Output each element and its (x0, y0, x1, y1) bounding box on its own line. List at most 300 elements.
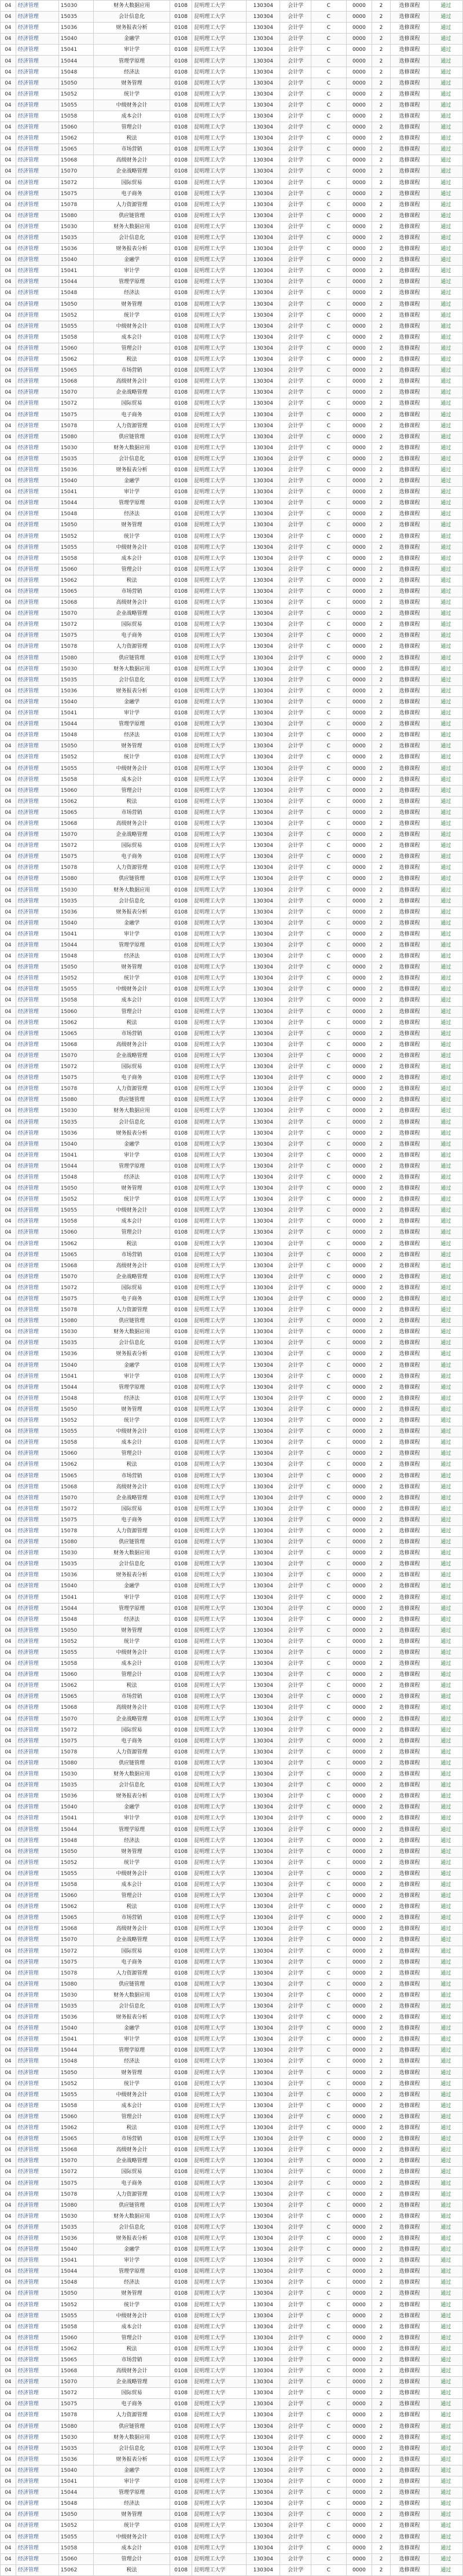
course-name-cell: 税法 (94, 1902, 170, 1913)
region-cell: 04 (1, 2266, 16, 2277)
plan-code-cell: 130304 (247, 1559, 280, 1570)
plan-cell: 经济管理 (16, 1139, 58, 1150)
course-name-cell: 审计学 (94, 1150, 170, 1161)
course-code-cell: 15030 (58, 221, 93, 232)
institution-cell: 昆明理工大学 (192, 487, 247, 498)
credit-cell: 2 (372, 155, 390, 166)
semester-cell: 0000 (346, 2443, 372, 2454)
org-code-cell: 0108 (170, 210, 192, 221)
plan-cell: 经济管理 (16, 641, 58, 652)
major-cell: C (311, 1514, 346, 1525)
plan-code-cell: 130304 (247, 763, 280, 774)
credit-cell: 2 (372, 542, 390, 553)
institution-cell: 昆明理工大学 (192, 1039, 247, 1050)
table-row (1, 1470, 463, 1481)
credit-cell: 2 (372, 2332, 390, 2343)
course-code-cell: 15080 (58, 210, 93, 221)
major-cell: C (311, 763, 346, 774)
institution-cell: 昆明理工大学 (192, 1891, 247, 1902)
course-code-cell: 15052 (58, 89, 93, 100)
org-code-cell: 0108 (170, 774, 192, 785)
course-name-cell: 金融学 (94, 1581, 170, 1592)
category-cell: 选修课程 (390, 1735, 429, 1746)
plan-cell: 经济管理 (16, 663, 58, 674)
institution-cell: 昆明理工大学 (192, 951, 247, 962)
course-code-cell: 15078 (58, 641, 93, 652)
plan-cell: 经济管理 (16, 464, 58, 475)
table-row (1, 1835, 463, 1846)
semester-cell: 0000 (346, 863, 372, 874)
plan-cell: 经济管理 (16, 597, 58, 608)
org-code-cell: 0108 (170, 67, 192, 78)
table-row (1, 2498, 463, 2509)
institution-cell: 昆明理工大学 (192, 299, 247, 310)
type-cell: 会计学 (280, 841, 311, 852)
table-row (1, 1724, 463, 1735)
region-cell: 04 (1, 1559, 16, 1570)
type-cell: 会计学 (280, 696, 311, 707)
type-cell: 会计学 (280, 1470, 311, 1481)
table-row (1, 885, 463, 896)
credit-cell: 2 (372, 1537, 390, 1548)
plan-code-cell: 130304 (247, 1095, 280, 1106)
course-code-cell: 15068 (58, 818, 93, 829)
course-name-cell: 经济法 (94, 509, 170, 520)
plan-code-cell: 130304 (247, 122, 280, 133)
category-cell: 选修课程 (390, 1979, 429, 1990)
org-code-cell: 0108 (170, 741, 192, 752)
region-cell: 04 (1, 210, 16, 221)
major-cell: C (311, 1084, 346, 1095)
category-cell: 选修课程 (390, 796, 429, 807)
table-row (1, 1924, 463, 1935)
result-cell: 通过 (429, 2089, 462, 2100)
plan-cell: 经济管理 (16, 177, 58, 188)
table-row (1, 2156, 463, 2167)
type-cell: 会计学 (280, 719, 311, 730)
result-cell: 通过 (429, 2553, 462, 2564)
course-code-cell: 15035 (58, 1338, 93, 1349)
category-cell: 选修课程 (390, 1017, 429, 1028)
semester-cell: 0000 (346, 2178, 372, 2189)
course-code-cell: 15036 (58, 907, 93, 918)
institution-cell: 昆明理工大学 (192, 2421, 247, 2432)
category-cell: 选修课程 (390, 885, 429, 896)
result-cell: 通过 (429, 1271, 462, 1282)
institution-cell: 昆明理工大学 (192, 564, 247, 575)
plan-code-cell: 130304 (247, 1791, 280, 1802)
institution-cell: 昆明理工大学 (192, 1459, 247, 1470)
major-cell: C (311, 1282, 346, 1293)
plan-cell: 经济管理 (16, 67, 58, 78)
table-row (1, 122, 463, 133)
major-cell: C (311, 1559, 346, 1570)
plan-cell: 经济管理 (16, 266, 58, 277)
course-code-cell: 15072 (58, 2167, 93, 2178)
credit-cell: 2 (372, 2255, 390, 2266)
plan-cell: 经济管理 (16, 2498, 58, 2509)
plan-code-cell: 130304 (247, 1227, 280, 1238)
course-name-cell: 人力资源管理 (94, 1525, 170, 1536)
plan-code-cell: 130304 (247, 177, 280, 188)
type-cell: 会计学 (280, 2012, 311, 2023)
org-code-cell: 0108 (170, 1117, 192, 1128)
plan-cell: 经济管理 (16, 763, 58, 774)
result-cell: 通过 (429, 1559, 462, 1570)
course-code-cell: 15036 (58, 2233, 93, 2244)
major-cell: C (311, 1128, 346, 1139)
org-code-cell: 0108 (170, 520, 192, 531)
plan-cell: 经济管理 (16, 896, 58, 907)
category-cell: 选修课程 (390, 2244, 429, 2255)
plan-cell: 经济管理 (16, 155, 58, 166)
region-cell: 04 (1, 166, 16, 177)
type-cell: 会计学 (280, 1669, 311, 1680)
plan-code-cell: 130304 (247, 376, 280, 387)
result-cell: 通过 (429, 2520, 462, 2531)
table-row (1, 2023, 463, 2034)
course-name-cell: 人力资源管理 (94, 2189, 170, 2200)
category-cell: 选修课程 (390, 2531, 429, 2542)
org-code-cell: 0108 (170, 498, 192, 509)
course-code-cell: 15044 (58, 2266, 93, 2277)
semester-cell: 0000 (346, 1382, 372, 1393)
major-cell: C (311, 2432, 346, 2443)
region-cell: 04 (1, 476, 16, 487)
course-code-cell: 15075 (58, 1293, 93, 1304)
major-cell: C (311, 973, 346, 984)
plan-code-cell: 130304 (247, 1702, 280, 1713)
course-name-cell: 财务报表分析 (94, 1791, 170, 1802)
plan-cell: 经济管理 (16, 2023, 58, 2034)
course-name-cell: 经济法 (94, 1172, 170, 1183)
plan-cell: 经济管理 (16, 487, 58, 498)
category-cell: 选修课程 (390, 23, 429, 34)
type-cell: 会计学 (280, 1846, 311, 1857)
institution-cell: 昆明理工大学 (192, 144, 247, 155)
org-code-cell: 0108 (170, 1327, 192, 1338)
plan-code-cell: 130304 (247, 1891, 280, 1902)
result-cell: 通过 (429, 1382, 462, 1393)
type-cell: 会计学 (280, 1813, 311, 1824)
course-name-cell: 市场营销 (94, 365, 170, 376)
institution-cell: 昆明理工大学 (192, 929, 247, 940)
result-cell: 通过 (429, 431, 462, 442)
result-cell: 通过 (429, 1371, 462, 1382)
major-cell: C (311, 1846, 346, 1857)
table-row (1, 177, 463, 188)
major-cell: C (311, 155, 346, 166)
course-code-cell: 15070 (58, 1713, 93, 1724)
result-cell: 通过 (429, 807, 462, 818)
major-cell: C (311, 2156, 346, 2167)
credit-cell: 2 (372, 1382, 390, 1393)
result-cell: 通过 (429, 2145, 462, 2156)
plan-cell: 经济管理 (16, 730, 58, 741)
institution-cell: 昆明理工大学 (192, 1548, 247, 1559)
plan-cell: 经济管理 (16, 1338, 58, 1349)
plan-code-cell: 130304 (247, 863, 280, 874)
region-cell: 04 (1, 984, 16, 995)
category-cell: 选修课程 (390, 940, 429, 951)
table-row (1, 1437, 463, 1448)
type-cell: 会计学 (280, 630, 311, 641)
category-cell: 选修课程 (390, 730, 429, 741)
credit-cell: 2 (372, 1879, 390, 1890)
major-cell: C (311, 2123, 346, 2134)
table-row (1, 1857, 463, 1868)
plan-cell: 经济管理 (16, 1062, 58, 1073)
course-name-cell: 高级财务会计 (94, 2366, 170, 2377)
plan-cell: 经济管理 (16, 1183, 58, 1194)
plan-cell: 经济管理 (16, 774, 58, 785)
course-name-cell: 企业战略管理 (94, 1050, 170, 1061)
credit-cell: 2 (372, 78, 390, 89)
result-cell: 通过 (429, 155, 462, 166)
category-cell: 选修课程 (390, 1249, 429, 1260)
category-cell: 选修课程 (390, 685, 429, 696)
plan-cell: 经济管理 (16, 1404, 58, 1415)
credit-cell: 2 (372, 1902, 390, 1913)
course-code-cell: 15044 (58, 498, 93, 509)
category-cell: 选修课程 (390, 619, 429, 630)
org-code-cell: 0108 (170, 1371, 192, 1382)
region-cell: 04 (1, 1746, 16, 1757)
plan-cell: 经济管理 (16, 144, 58, 155)
plan-cell: 经济管理 (16, 2200, 58, 2211)
table-row (1, 1713, 463, 1724)
table-row (1, 2222, 463, 2233)
plan-cell: 经济管理 (16, 1017, 58, 1028)
region-cell: 04 (1, 2089, 16, 2100)
result-cell: 通过 (429, 133, 462, 144)
institution-cell: 昆明理工大学 (192, 1902, 247, 1913)
course-name-cell: 财务管理 (94, 1846, 170, 1857)
result-cell: 通过 (429, 2321, 462, 2332)
category-cell: 选修课程 (390, 1935, 429, 1946)
category-cell: 选修课程 (390, 741, 429, 752)
major-cell: C (311, 299, 346, 310)
plan-cell: 经济管理 (16, 1514, 58, 1525)
region-cell: 04 (1, 2012, 16, 2023)
type-cell: 会计学 (280, 2498, 311, 2509)
org-code-cell: 0108 (170, 1802, 192, 1813)
category-cell: 选修课程 (390, 343, 429, 354)
plan-cell: 经济管理 (16, 1813, 58, 1824)
semester-cell: 0000 (346, 1095, 372, 1106)
credit-cell: 2 (372, 2310, 390, 2321)
course-name-cell: 管理学原理 (94, 1382, 170, 1393)
institution-cell: 昆明理工大学 (192, 741, 247, 752)
plan-cell: 经济管理 (16, 2410, 58, 2421)
course-code-cell: 15030 (58, 1, 93, 12)
semester-cell: 0000 (346, 1084, 372, 1095)
category-cell: 选修课程 (390, 852, 429, 863)
semester-cell: 0000 (346, 1702, 372, 1713)
category-cell: 选修课程 (390, 652, 429, 663)
category-cell: 选修课程 (390, 2465, 429, 2476)
table-row (1, 608, 463, 619)
region-cell: 04 (1, 719, 16, 730)
result-cell: 通过 (429, 2233, 462, 2244)
result-cell: 通过 (429, 1338, 462, 1349)
result-cell: 通过 (429, 520, 462, 531)
region-cell: 04 (1, 354, 16, 365)
plan-code-cell: 130304 (247, 464, 280, 475)
plan-cell: 经济管理 (16, 2520, 58, 2531)
result-cell: 通过 (429, 1735, 462, 1746)
type-cell: 会计学 (280, 376, 311, 387)
semester-cell: 0000 (346, 1459, 372, 1470)
semester-cell: 0000 (346, 940, 372, 951)
result-cell: 通过 (429, 299, 462, 310)
plan-code-cell: 130304 (247, 1194, 280, 1205)
category-cell: 选修课程 (390, 1227, 429, 1238)
credit-cell: 2 (372, 630, 390, 641)
semester-cell: 0000 (346, 2454, 372, 2465)
course-name-cell: 中级财务会计 (94, 1205, 170, 1216)
region-cell: 04 (1, 1039, 16, 1050)
type-cell: 会计学 (280, 785, 311, 796)
result-cell: 通过 (429, 1106, 462, 1117)
region-cell: 04 (1, 2034, 16, 2045)
type-cell: 会计学 (280, 122, 311, 133)
major-cell: C (311, 354, 346, 365)
course-name-cell: 国际贸易 (94, 619, 170, 630)
course-name-cell: 管理会计 (94, 564, 170, 575)
category-cell: 选修课程 (390, 56, 429, 67)
major-cell: C (311, 12, 346, 23)
region-cell: 04 (1, 2377, 16, 2388)
category-cell: 选修课程 (390, 2001, 429, 2012)
plan-code-cell: 130304 (247, 1117, 280, 1128)
plan-cell: 经济管理 (16, 1382, 58, 1393)
major-cell: C (311, 542, 346, 553)
category-cell: 选修课程 (390, 630, 429, 641)
plan-cell: 经济管理 (16, 122, 58, 133)
table-row (1, 1636, 463, 1647)
result-cell: 通过 (429, 1791, 462, 1802)
major-cell: C (311, 951, 346, 962)
credit-cell: 2 (372, 2476, 390, 2487)
type-cell: 会计学 (280, 244, 311, 255)
region-cell: 04 (1, 929, 16, 940)
result-cell: 通过 (429, 2222, 462, 2233)
plan-code-cell: 130304 (247, 2056, 280, 2067)
plan-cell: 经济管理 (16, 1746, 58, 1757)
region-cell: 04 (1, 1846, 16, 1857)
table-row (1, 453, 463, 464)
plan-cell: 经济管理 (16, 409, 58, 420)
credit-cell: 2 (372, 1404, 390, 1415)
region-cell: 04 (1, 962, 16, 973)
semester-cell: 0000 (346, 553, 372, 564)
result-cell: 通过 (429, 221, 462, 232)
category-cell: 选修课程 (390, 2200, 429, 2211)
semester-cell: 0000 (346, 564, 372, 575)
table-row (1, 929, 463, 940)
institution-cell: 昆明理工大学 (192, 1172, 247, 1183)
org-code-cell: 0108 (170, 1316, 192, 1327)
course-name-cell: 电子商务 (94, 1073, 170, 1084)
plan-cell: 经济管理 (16, 918, 58, 929)
major-cell: C (311, 940, 346, 951)
credit-cell: 2 (372, 2167, 390, 2178)
result-cell: 通过 (429, 244, 462, 255)
course-code-cell: 15072 (58, 177, 93, 188)
type-cell: 会计学 (280, 199, 311, 210)
type-cell: 会计学 (280, 2222, 311, 2233)
institution-cell: 昆明理工大学 (192, 1404, 247, 1415)
credit-cell: 2 (372, 2354, 390, 2365)
plan-code-cell: 130304 (247, 232, 280, 243)
course-code-cell: 15065 (58, 1691, 93, 1702)
type-cell: 会计学 (280, 1946, 311, 1957)
major-cell: C (311, 177, 346, 188)
table-row (1, 2288, 463, 2299)
institution-cell: 昆明理工大学 (192, 2145, 247, 2156)
plan-code-cell: 130304 (247, 1514, 280, 1525)
credit-cell: 2 (372, 2045, 390, 2056)
major-cell: C (311, 852, 346, 863)
plan-cell: 经济管理 (16, 1227, 58, 1238)
plan-cell: 经济管理 (16, 807, 58, 818)
course-code-cell: 15041 (58, 266, 93, 277)
institution-cell: 昆明理工大学 (192, 852, 247, 863)
region-cell: 04 (1, 818, 16, 829)
plan-cell: 经济管理 (16, 1205, 58, 1216)
course-name-cell: 管理会计 (94, 1006, 170, 1017)
course-name-cell: 财务报表分析 (94, 1128, 170, 1139)
semester-cell: 0000 (346, 2156, 372, 2167)
course-code-cell: 15078 (58, 2410, 93, 2421)
org-code-cell: 0108 (170, 2288, 192, 2299)
result-cell: 通过 (429, 2332, 462, 2343)
institution-cell: 昆明理工大学 (192, 1260, 247, 1271)
course-name-cell: 财务管理 (94, 1183, 170, 1194)
result-cell: 通过 (429, 2498, 462, 2509)
category-cell: 选修课程 (390, 232, 429, 243)
plan-code-cell: 130304 (247, 1106, 280, 1117)
semester-cell: 0000 (346, 2067, 372, 2078)
course-code-cell: 15068 (58, 1924, 93, 1935)
plan-cell: 经济管理 (16, 1713, 58, 1724)
credit-cell: 2 (372, 1062, 390, 1073)
category-cell: 选修课程 (390, 1006, 429, 1017)
plan-cell: 经济管理 (16, 1647, 58, 1658)
result-cell: 通过 (429, 1393, 462, 1404)
institution-cell: 昆明理工大学 (192, 1393, 247, 1404)
institution-cell: 昆明理工大学 (192, 830, 247, 841)
category-cell: 选修课程 (390, 310, 429, 321)
org-code-cell: 0108 (170, 34, 192, 45)
semester-cell: 0000 (346, 476, 372, 487)
result-cell: 通过 (429, 2354, 462, 2365)
major-cell: C (311, 266, 346, 277)
category-cell: 选修课程 (390, 188, 429, 199)
region-cell: 04 (1, 852, 16, 863)
course-code-cell: 15044 (58, 56, 93, 67)
plan-code-cell: 130304 (247, 719, 280, 730)
major-cell: C (311, 663, 346, 674)
plan-cell: 经济管理 (16, 1481, 58, 1492)
table-row (1, 1769, 463, 1780)
type-cell: 会计学 (280, 210, 311, 221)
category-cell: 选修课程 (390, 520, 429, 531)
result-cell: 通过 (429, 1470, 462, 1481)
credit-cell: 2 (372, 708, 390, 719)
region-cell: 04 (1, 1647, 16, 1658)
